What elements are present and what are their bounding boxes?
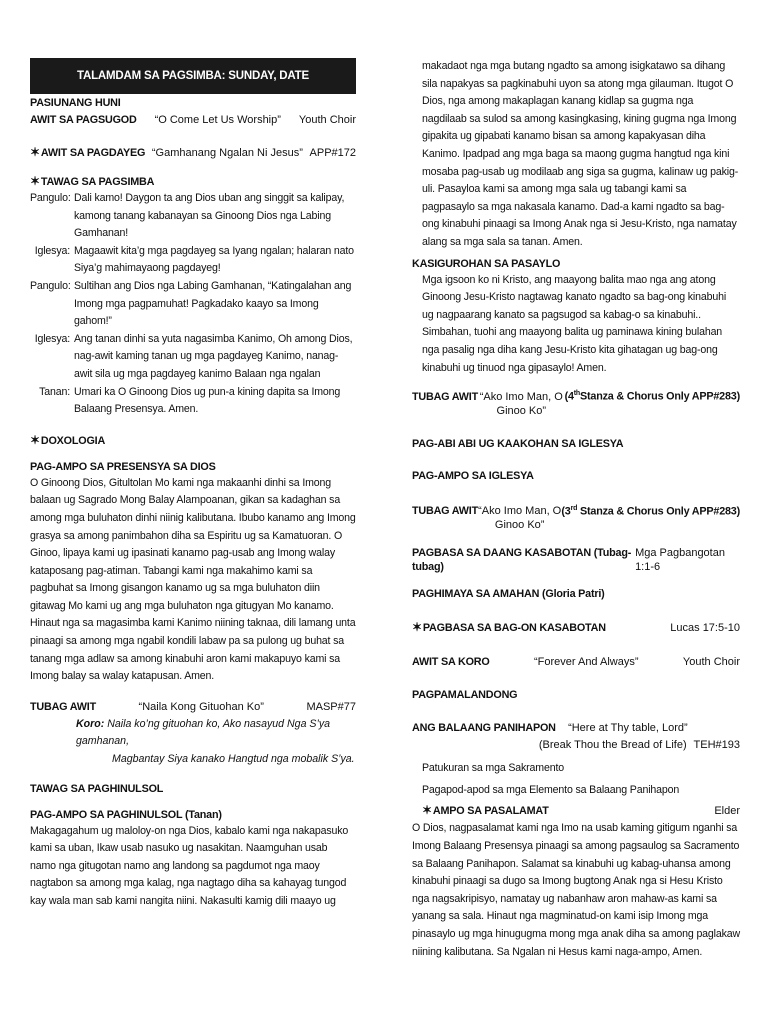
star-icon: ✶ [422,803,432,818]
koro-line: Naila ko’ng gituohan ko, Ako nasayud Nga S’ya gamhanan, [76,717,331,748]
pagapod-line: Pagapod-apod sa mga Elemento sa Balaang Panihapon [422,783,680,796]
responsive-line: Iglesya: Ang tanan dinhi sa yuta nagasimba Kanimo, Oh among Dios, nag-awit kaming tanan ug mga pagdayeg Kanimo, nanag-awit sila ug mga pagdayeg kanimo Balaan nga ngalan [34,332,353,380]
pagampo-presensya-heading: PAG-AMPO SA PRESENSYA SA DIOS [30,460,216,473]
star-icon: ✶ [30,145,40,159]
ampo-pasalamat-text: O Dios, nagpasalamat kami nga Imo na usab kaming gitigum nganhi sa Imong Balaang Presensya pinaagi sa among pagsaulog sa Sacramento sa Balaang Panihapon. Salamat sa kinabuhi ug kabag-uhansa among kinabuhi pinaagi sa dugo sa Imong bugtong Anak nga si Hesu Kristo nga nagsakripisyo, namatay ug nabanhaw aron mahaw-as kami sa yanang sa sala. Hinaut nga magminatud-on kami isip Imong mga pinasaylo ug mga hinugugma mong mga anak diha sa among paglakaw niining kalibutana. Sa Ngalan ni Hesus kami naga-ampo, Amen. [412,822,741,958]
star-icon: ✶ [30,174,40,188]
tawag-paghinulsol-heading: TAWAG SA PAGHINULSOL [30,782,164,795]
responsive-line: Pangulo: Dali kamo! Daygon ta ang Dios uban ang singgit sa kalipay, kamong tanang kabanayan sa Ginoong Dios nga Labing Gamhanan! [30,192,345,240]
paghimaya-heading: PAGHIMAYA SA AMAHAN (Gloria Patri) [412,588,605,601]
star-icon: ✶ [412,620,422,635]
tawag-pagsimba-heading: ✶TAWAG SA PAGSIMBA [30,174,155,188]
panihapon-row: ANG BALAANG PANIHAPON “Here at Thy table, Lord” [412,722,688,735]
koro-block [30,716,356,769]
awit-pagdayeg-row: ✶AWIT SA PAGDAYEG “Gamhanang Ngalan Ni Jesus” APP#172 [30,145,356,159]
ampo-pasalamat-row: ✶AMPO SA PASALAMAT Elder [422,803,740,818]
panihapon-subtitle-row: (Break Thou the Bread of Life) TEH#193 [538,739,740,752]
paghinulsol-continuation: makadaot nga mga butang ngadto sa among isigkatawo sa dihang sila napakyas sa pagkinabuhi uyon sa atong mga gilauman. Itugot O Dios, nga among makaplagan kanang kidlap sa gugma nga nagdilaab sa sulod sa among kasingkasing, kining gugma nga Imong gipakita ug gipabati kanamo bisan sa among kapakyasan diha Kanimo. Ipadpad ang mga baga sa maong gugma hangtud nga kini mosaba pag-usab ug modilaab ang siga sa gugma, kalinaw ug pakig-uli. Pasayloa kami sa among mga sala ug tabangi kami sa pagpasaylo sa mga nakasala kanamo. Dad-a kami ngadto sa bag-ong kinabuhi pinaagi sa Imong Anak nga si Jesu-Kristo, nga namatay alang sa mga sala sa tanan. Amen. [422,60,739,248]
awit-pagsugod-row: AWIT SA PAGSUGOD “O Come Let Us Worship” Youth Choir [30,114,356,126]
tubag-awit-row: TUBAG AWIT “Ako Imo Man, O Ginoo Ko” (3rd Stanza & Chorus Only APP#283) [412,504,740,532]
pagampo-paghinulsol-text: Makagagahum ug maloloy-on nga Dios, kabalo kami nga nakapasuko kami sa uban, Ikaw usab nasuko ug nasakitan. Naamguhan usab namo nga gitugotan namo ang landong sa pagdumot nga maoy nagtabon sa among mga kalag, nga nagtago diha sa kahayag tungod kay wala man sab kami nangita niini. Nakasulti kamig dili maayo ug [30,824,349,907]
kasigurohan-text: Mga igsoon ko ni Kristo, ang maayong balita mao nga ang atong Ginoong Jesu-Kristo nagtawag kanato ngadto sa bag-ong kinabuhi ug nagpaarang kanato sa pagsugod sa kabag-o sa kinabuhi.. Simbahan, tuohi ang maayong balita ug paminawa kining bulahan nga pasalig nga diha kang Jesu-Kristo kita gihatagan ug bag-ong kinabuhi ug tinuod nga gipasaylo! Amen. [422,273,727,374]
pagampo-presensya-text: O Ginoong Dios, Gitultolan Mo kami nga makaanhi dinhi sa Imong balaan ug Sagrado Mong Balay Alampoanan, gikan sa kadaghan sa among mga buluhaton dinhi niinig kalibutana. Ibubo kanamo ang Imong grasya sa among panimbahon diha sa Espiritu ug sa Kamatuoran. O Ginoo, lipaya kami ug ipasinati kanamo pag-usab ang Imong walay kataposang pag-atiman. Tabangi kami nga makahimo kami sa pagbuhat sa Imong gisangon kanamo ug sa mga buluhaton diin gitawag Mo kami ug ang mga buluhaton nga gitugyan Mo kanamo. Hinaut nga sa magasimba kami Kanimo niining taknaa, dili lamang unta pinaagi sa among mga ngabil kondili labaw pa sa pulong ug buhat sa tanang mga adlaw sa among kinabuhi aron kami makapuyo kami sa Imong balay sa walay katapusan. Amen. [30,476,356,683]
pagbasa-bagon-row: ✶PAGBASA SA BAG-ON KASABOTAN Lucas 17:5-10 [412,620,740,635]
pagampo-iglesya-heading: PAG-AMPO SA IGLESYA [412,469,534,482]
pagpamalandong-heading: PAGPAMALANDONG [412,689,518,702]
pasiunang-huni-heading: PASIUNANG HUNI [30,97,121,109]
koro-line: Magbantay Siya kanako Hangtud nga mobalik S’ya. [112,753,355,766]
tubag-awit-row: TUBAG AWIT “Ako Imo Man, O Ginoo Ko” (4thStanza & Chorus Only APP#283) [412,390,740,417]
responsive-line: Pangulo: Sultihan ang Dios nga Labing Gamhanan, “Katingalahan ang Imong mga pagpamuhat! Pagkadako kaayo sa Imong gahom!” [30,279,352,328]
responsive-line: Iglesya: Magaawit kita’g mga pagdayeg sa Iyang ngalan; halaran nato Siya’g mahimayaong pagdayeg! [34,244,354,275]
responsive-reading [30,190,356,419]
koro-label: Koro: [76,717,105,730]
patukuran-line: Patukuran sa mga Sakramento [422,762,564,775]
awit-koro-row: AWIT SA KORO “Forever And Always” Youth Choir [412,656,740,669]
left-column [30,58,356,911]
pagbasa-daan-row: PAGBASA SA DAANG KASABOTAN (Tubag-tubag) Mga Pagbangotan 1:1-6 [412,547,725,574]
doxologia-heading: ✶DOXOLOGIA [30,432,106,447]
star-icon: ✶ [30,432,40,447]
responsive-line: Tanan: Umari ka O Ginoong Dios ug pun-a kining dapita sa Imong Balaang Presensya. Amen. [39,385,341,416]
kasigurohan-heading: KASIGUROHAN SA PASAYLO [412,257,561,270]
pagabi-heading: PAG-ABI ABI UG KAAKOHAN SA IGLESYA [412,437,624,450]
right-column [412,58,740,961]
pagampo-paghinulsol-heading: PAG-AMPO SA PAGHINULSOL (Tanan) [30,808,222,821]
tubag-awit-row: TUBAG AWIT “Naila Kong Gituohan Ko” MASP#77 [30,700,356,713]
bulletin-title-banner: TALAMDAM SA PAGSIMBA: SUNDAY, DATE [30,58,356,94]
